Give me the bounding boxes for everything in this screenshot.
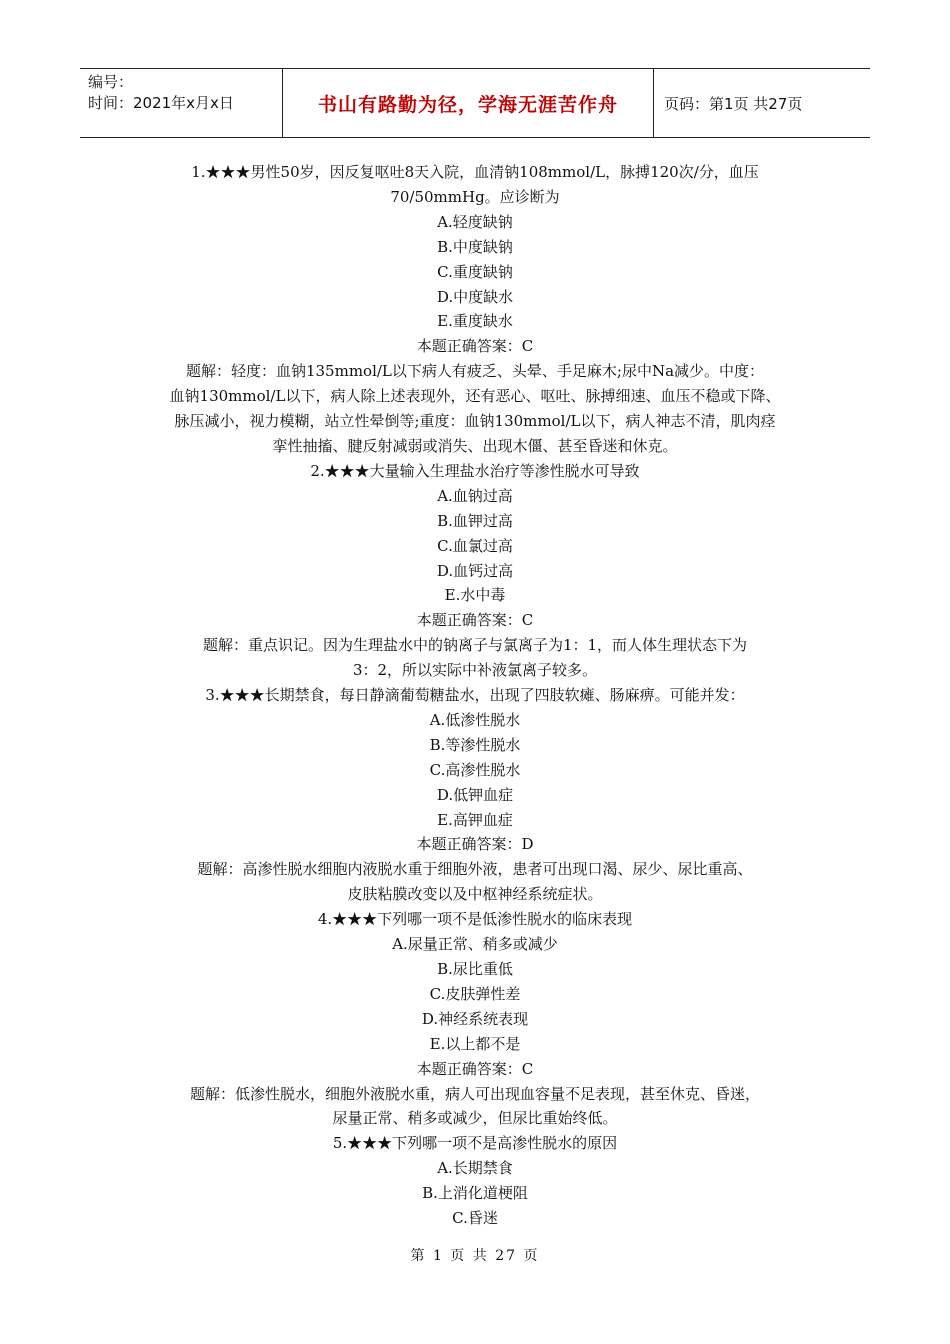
answer-option: C.血氯过高 (437, 536, 513, 555)
explanation-line: 尿量正常、稍多或减少，但尿比重始终低。 (332, 1109, 618, 1128)
explanation-line: 题解：重点识记。因为生理盐水中的钠离子与氯离子为1：1，而人体生理状态下为 (202, 636, 748, 655)
header-page-info: 页码：第1页 共27页 (664, 94, 803, 113)
time-label: 时间：2021年x月x日 (88, 94, 234, 112)
correct-answer: 本题正确答案：C (416, 337, 534, 356)
answer-option: B.血钾过高 (437, 511, 513, 530)
document-header (80, 68, 870, 138)
answer-option: A.长期禁食 (437, 1159, 513, 1178)
header-meta (80, 69, 282, 137)
question-block (140, 1131, 810, 1231)
correct-answer: 本题正确答案：C (416, 1059, 534, 1078)
question-list (140, 160, 810, 1231)
answer-option: E.水中毒 (444, 586, 506, 605)
answer-option: D.低钾血症 (436, 785, 514, 804)
answer-option: C.高渗性脱水 (429, 760, 521, 779)
question-block (140, 459, 810, 683)
answer-option: B.等渗性脱水 (429, 735, 521, 754)
question-stem: 2.★★★大量输入生理盐水治疗等渗性脱水可导致 (310, 461, 640, 480)
explanation-line: 挛性抽搐、腱反射减弱或消失、出现木僵、甚至昏迷和休克。 (272, 436, 678, 455)
explanation-line: 题解：轻度：血钠135mmol/L以下病人有疲乏、头晕、手足麻木;尿中Na减少。中度： (185, 362, 765, 381)
question-block (140, 160, 810, 459)
answer-option: B.上消化道梗阻 (422, 1184, 528, 1203)
question-block (140, 683, 810, 907)
answer-option: E.高钾血症 (437, 810, 513, 829)
explanation-line: 脉压减小，视力模糊，站立性晕倒等;重度：血钠130mmol/L以下，病人神志不清，肌肉痉 (174, 412, 776, 431)
answer-option: A.低渗性脱水 (429, 710, 521, 729)
header-motto: 书山有路勤为径，学海无涯苦作舟 (282, 69, 654, 137)
question-stem: 3.★★★长期禁食，每日静滴葡萄糖盐水，出现了四肢软瘫、肠麻痹。可能并发： (205, 686, 745, 705)
question-stem: 70/50mmHg。应诊断为 (390, 187, 560, 206)
number-label: 编号： (88, 73, 134, 91)
answer-option: D.神经系统表现 (421, 1009, 529, 1028)
explanation-line: 题解：低渗性脱水，细胞外液脱水重，病人可出现血容量不足表现，甚至休克、昏迷， (189, 1084, 760, 1103)
explanation-line: 皮肤粘膜改变以及中枢神经系统症状。 (347, 885, 603, 904)
answer-option: A.血钠过高 (437, 486, 513, 505)
answer-option: A.轻度缺钠 (437, 212, 513, 231)
explanation-line: 3：2，所以实际中补液氯离子较多。 (352, 661, 598, 680)
answer-option: E.重度缺水 (437, 312, 513, 331)
question-stem: 5.★★★下列哪一项不是高渗性脱水的原因 (332, 1134, 618, 1153)
answer-option: B.尿比重低 (437, 960, 513, 978)
explanation-line: 血钠130mmol/L以下，病人除上述表现外，还有恶心、呕吐、脉搏细速、血压不稳或下降、 (169, 387, 781, 406)
answer-option: C.昏迷 (452, 1209, 498, 1228)
page-footer: 第 1 页 共 27 页 (410, 1248, 540, 1264)
answer-option: B.中度缺钠 (437, 237, 513, 256)
correct-answer: 本题正确答案：D (416, 835, 534, 854)
explanation-line: 题解：高渗性脱水细胞内液脱水重于细胞外液，患者可出现口渴、尿少、尿比重高、 (197, 860, 753, 879)
question-block (140, 907, 810, 1131)
question-stem: 4.★★★下列哪一项不是低渗性脱水的临床表现 (317, 910, 633, 929)
answer-option: D.中度缺水 (436, 287, 514, 306)
answer-option: E.以上都不是 (429, 1034, 521, 1053)
answer-option: D.血钙过高 (436, 561, 514, 580)
answer-option: C.皮肤弹性差 (429, 984, 521, 1003)
answer-option: A.尿量正常、稍多或减少 (392, 935, 558, 954)
correct-answer: 本题正确答案：C (416, 611, 534, 630)
answer-option: C.重度缺钠 (437, 262, 513, 281)
question-stem: 1.★★★男性50岁，因反复呕吐8天入院，血清钠108mmol/L，脉搏120次/分，血压 (191, 163, 759, 181)
